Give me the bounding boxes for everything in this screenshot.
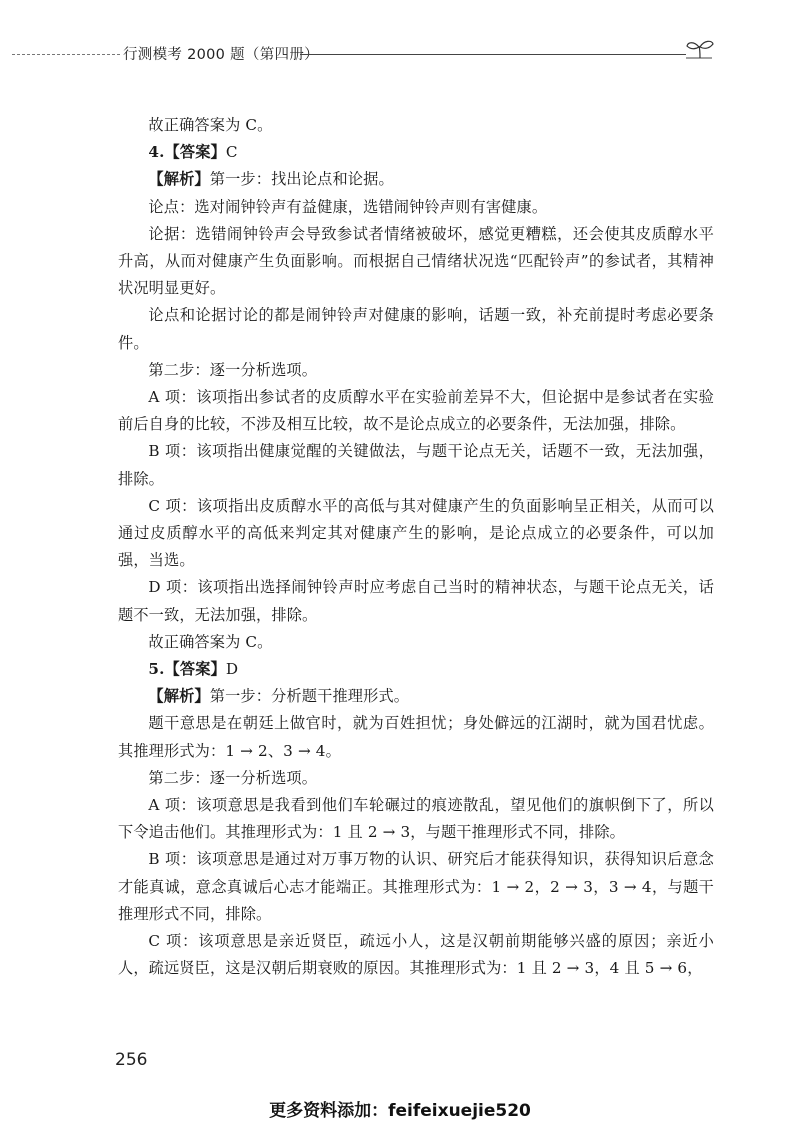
para-text: B 项：该项意思是通过对万事万物的认识、研究后才能获得知识，获得知识后意念才能真诚，意念真诚后心志才能端正。其推理形式为：1 → 2，2 → 3，3 → 4，与题干推理形式不同，排除。 bbox=[118, 850, 714, 923]
para-text: 论据：选错闹钟铃声会导致参试者情绪被破坏，感觉更糟糕，还会使其皮质醇水平升高，从而对健康产生负面影响。而根据自己情绪状况选“匹配铃声”的参试者，其精神状况明显更好。 bbox=[118, 224, 714, 298]
para-text: 论点：选对闹钟铃声有益健康，选错闹钟铃声则有害健康。 bbox=[148, 197, 548, 216]
option-b bbox=[118, 438, 714, 492]
running-header bbox=[0, 38, 800, 68]
paragraph bbox=[118, 765, 714, 792]
para-text: A 项：该项意思是我看到他们车轮碾过的痕迹散乱，望见他们的旗帜倒下了，所以下令追击他们。其推理形式为：1 且 2 → 3，与题干推理形式不同，排除。 bbox=[118, 796, 714, 842]
paragraph bbox=[118, 302, 714, 356]
header-rule bbox=[300, 54, 686, 55]
sprout-icon bbox=[682, 38, 718, 66]
answer-label: 4.【答案】 bbox=[148, 143, 226, 162]
answer-label: 5.【答案】 bbox=[148, 660, 226, 679]
para-text: 第一步：分析题干推理形式。 bbox=[209, 687, 410, 706]
option-c bbox=[118, 493, 714, 575]
paragraph bbox=[118, 112, 714, 139]
answer-line bbox=[118, 656, 714, 683]
para-text: 论点和论据讨论的都是闹钟铃声对健康的影响，话题一致，补充前提时考虑必要条件。 bbox=[118, 306, 714, 352]
analysis-label: 【解析】 bbox=[148, 170, 210, 189]
option-c bbox=[118, 928, 714, 982]
book-title: 行测模考 2000 题（第四册） bbox=[123, 47, 319, 63]
para-text: 第一步：找出论点和论据。 bbox=[209, 170, 394, 189]
page-number: 256 bbox=[115, 1050, 148, 1070]
option-b bbox=[118, 846, 714, 928]
para-text: C 项：该项意思是亲近贤臣，疏远小人，这是汉朝前期能够兴盛的原因；亲近小人，疏远贤臣，这是汉朝后期衰败的原因。其推理形式为：1 且 2 → 3，4 且 5 → 6， bbox=[118, 932, 714, 978]
para-text: D 项：该项指出选择闹钟铃声时应考虑自己当时的精神状态，与题干论点无关，话题不一致，无法加强，排除。 bbox=[118, 578, 714, 624]
answer-line bbox=[118, 139, 714, 166]
paragraph bbox=[118, 357, 714, 384]
option-a bbox=[118, 384, 714, 438]
para-text: 故正确答案为 C。 bbox=[148, 116, 273, 134]
para-text: C 项：该项指出皮质醇水平的高低与其对健康产生的负面影响呈正相关，从而可以通过皮质醇水平的高低来判定其对健康产生的影响，是论点成立的必要条件，可以加强，当选。 bbox=[118, 496, 714, 570]
header-dashed-rule bbox=[12, 54, 120, 55]
option-a bbox=[118, 792, 714, 846]
para-text: 第二步：逐一分析选项。 bbox=[148, 360, 318, 379]
paragraph bbox=[118, 629, 714, 656]
para-text: B 项：该项指出健康觉醒的关键做法，与题干论点无关，话题不一致，无法加强，排除。 bbox=[118, 442, 714, 488]
paragraph bbox=[118, 194, 714, 221]
para-text: 题干意思是在朝廷上做官时，就为百姓担忧；身处僻远的江湖时，就为国君忧虑。其推理形式为：1 → 2、3 → 4。 bbox=[118, 714, 714, 760]
watermark-text: 更多资料添加：feifeixuejie520 bbox=[269, 1101, 531, 1121]
answer-value: C bbox=[225, 143, 238, 162]
answer-value: D bbox=[225, 660, 239, 679]
para-text: 第二步：逐一分析选项。 bbox=[148, 768, 318, 787]
para-text: 故正确答案为 C。 bbox=[148, 632, 273, 651]
page-body bbox=[118, 112, 714, 983]
analysis-line bbox=[118, 683, 714, 710]
option-d bbox=[118, 574, 714, 628]
analysis-label: 【解析】 bbox=[148, 687, 210, 706]
paragraph bbox=[118, 710, 714, 764]
para-text: A 项：该项指出参试者的皮质醇水平在实验前差异不大，但论据中是参试者在实验前后自身的比较，不涉及相互比较，故不是论点成立的必要条件，无法加强，排除。 bbox=[118, 388, 714, 434]
analysis-line bbox=[118, 166, 714, 193]
paragraph bbox=[118, 221, 714, 303]
